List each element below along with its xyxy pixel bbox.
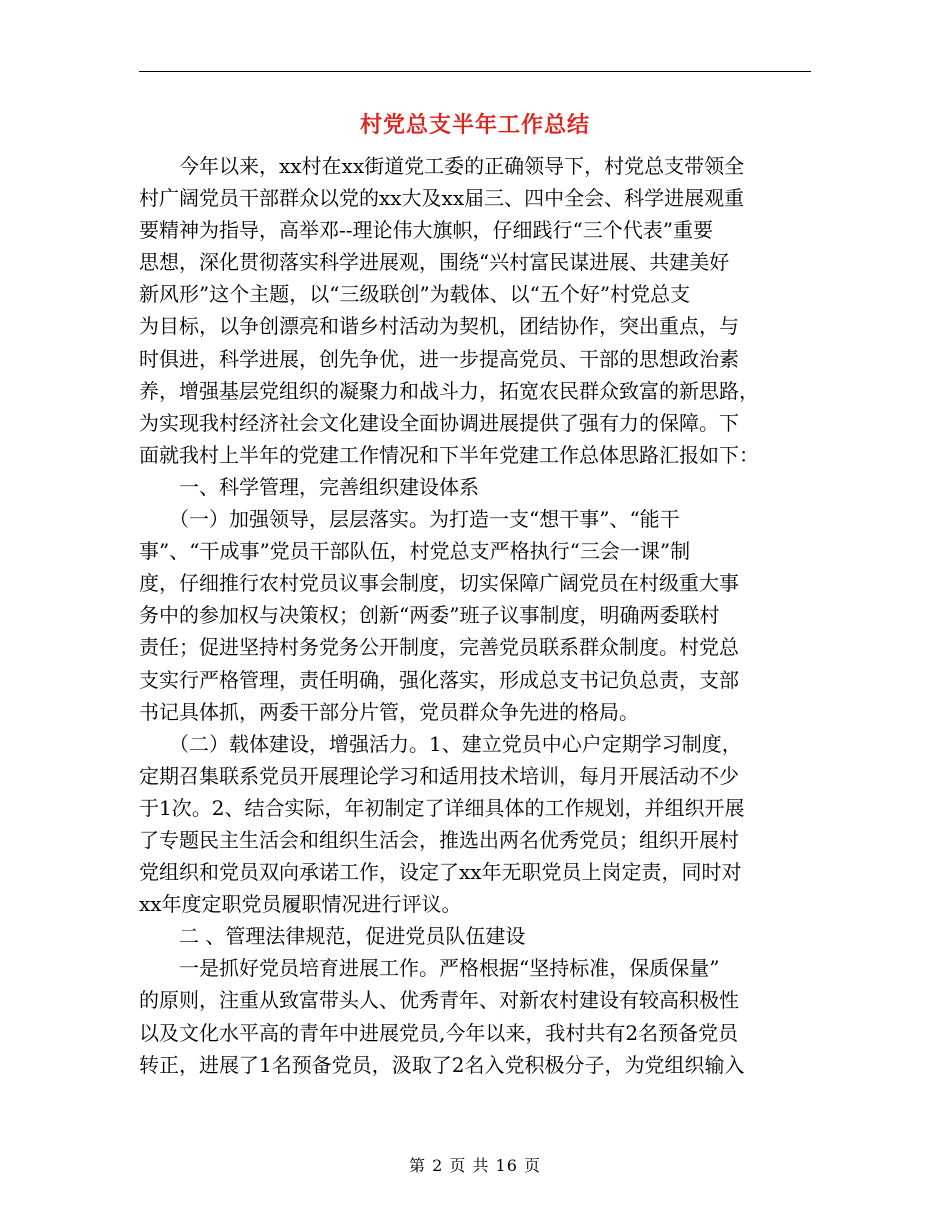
body-line: 定期召集联系党员开展理论学习和适用技术培训，每月开展活动不少 — [139, 763, 739, 788]
body-line: 养，增强基层党组织的凝聚力和战斗力，拓宽农民群众致富的新思路， — [139, 378, 759, 403]
body-line: xx年度定职党员履职情况进行评议。 — [139, 892, 462, 917]
body-line: 一是抓好党员培育进展工作。严格根据“坚持标准，保质保量” — [139, 956, 720, 981]
body-line: 的原则，注重从致富带头人、优秀青年、对新农村建设有较高积极性 — [139, 988, 739, 1013]
body-line: 面就我村上半年的党建工作情况和下半年党建工作总体思路汇报如下： — [139, 442, 759, 467]
header-rule — [139, 71, 811, 72]
body-line: 事”、“干成事”党员干部队伍，村党总支严格执行“三会一课”制 — [139, 539, 691, 564]
body-line: 转正，进展了1名预备党员，汲取了2名入党积极分子，为党组织输入 — [139, 1052, 745, 1077]
body-line: 度，仔细推行农村党员议事会制度，切实保障广阔党员在村级重大事 — [139, 571, 739, 596]
body-line: 了专题民主生活会和组织生活会，推选出两名优秀党员；组织开展村 — [139, 827, 739, 852]
body-line: 以及文化水平高的青年中进展党员,今年以来，我村共有2名预备党员 — [139, 1020, 739, 1045]
section-heading: 一、科学管理，完善组织建设体系 — [139, 474, 479, 499]
document-body — [139, 150, 815, 1081]
body-line: 书记具体抓，两委干部分片管，党员群众争先进的格局。 — [139, 699, 639, 724]
body-line: 于1次。2、结合实际，年初制定了详细具体的工作规划，并组织开展 — [139, 795, 745, 820]
document-title: 村党总支半年工作总结 — [359, 112, 590, 138]
body-line: 党组织和党员双向承诺工作，设定了xx年无职党员上岗定责，同时对 — [139, 860, 742, 885]
body-line: 为实现我村经济社会文化建设全面协调进展提供了强有力的保障。下 — [139, 410, 739, 435]
body-line: 支实行严格管理，责任明确，强化落实，形成总支书记负总责，支部 — [139, 667, 739, 692]
body-line: 务中的参加权与决策权；创新“两委”班子议事制度，明确两委联村 — [139, 603, 720, 628]
body-line: 新风形”这个主题，以“三级联创”为载体、以“五个好”村党总支 — [139, 282, 691, 307]
body-line: 时俱进，科学进展，创先争优，进一步提高党员、干部的思想政治素 — [139, 346, 739, 371]
page-number-footer: 第 2 页 共 16 页 — [409, 1156, 541, 1175]
body-line: 村广阔党员干部群众以党的xx大及xx届三、四中全会、科学进展观重 — [139, 186, 745, 211]
section-heading: 二 、管理法律规范，促进党员队伍建设 — [139, 924, 526, 949]
body-line: 为目标，以争创漂亮和谐乡村活动为契机，团结协作，突出重点，与 — [139, 314, 739, 339]
body-line: 思想，深化贯彻落实科学进展观，围绕“兴村富民谋进展、共建美好 — [139, 250, 730, 275]
body-line: （二）载体建设，增强活力。1、建立党员中心户定期学习制度， — [139, 731, 742, 756]
body-line: 责任；促进坚持村务党务公开制度，完善党员联系群众制度。村党总 — [139, 635, 739, 660]
body-line: 要精神为指导，高举邓--理论伟大旗帜，仔细践行“三个代表”重要 — [139, 218, 713, 243]
body-line: （一）加强领导，层层落实。为打造一支“想干事”、“能干 — [139, 507, 680, 532]
body-line: 今年以来，xx村在xx街道党工委的正确领导下，村党总支带领全 — [139, 154, 745, 178]
